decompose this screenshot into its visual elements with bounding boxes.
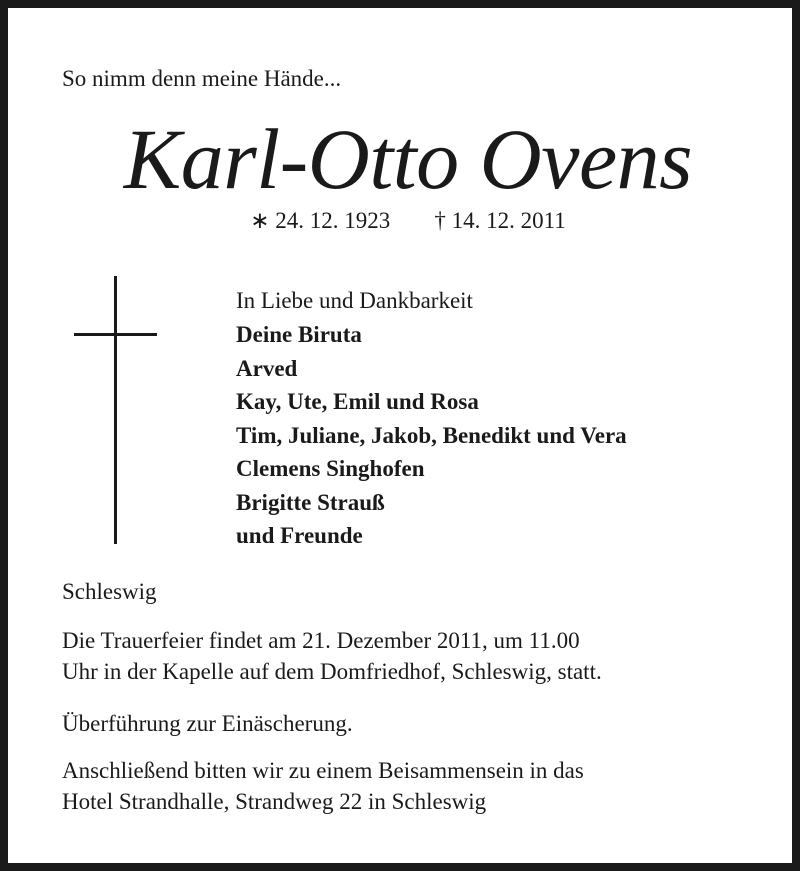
motto-text: So nimm denn meine Hände... xyxy=(62,66,342,91)
mourners-block xyxy=(236,284,627,553)
mourner-name: und Freunde xyxy=(236,523,363,548)
mourners-list xyxy=(236,318,627,553)
life-dates xyxy=(8,208,800,234)
transfer-text: Überführung zur Einäscherung. xyxy=(62,711,353,736)
gathering-line: Hotel Strandhalle, Strandweg 22 in Schleswig xyxy=(62,789,487,814)
gathering-info xyxy=(62,755,762,817)
mourner-name: Brigitte Strauß xyxy=(236,489,385,515)
death-date: † 14. 12. 2011 xyxy=(434,208,566,233)
deceased-name: Karl-Otto Ovens xyxy=(123,111,693,207)
birth-date: ∗ 24. 12. 1923 xyxy=(250,208,391,233)
cross-icon-bar xyxy=(74,333,157,336)
service-line: Die Trauerfeier findet am 21. Dezember 2011, um 11.00 xyxy=(62,628,580,653)
place-text: Schleswig xyxy=(62,579,157,604)
service-info xyxy=(62,625,762,687)
mourner-name: Kay, Ute, Emil und Rosa xyxy=(236,389,479,414)
service-line: Uhr in der Kapelle auf dem Domfriedhof, Schleswig, statt. xyxy=(62,659,602,684)
mourner-name: Arved xyxy=(236,355,298,381)
dedication-text: In Liebe und Dankbarkeit xyxy=(236,288,473,313)
cross-icon xyxy=(114,276,117,544)
gathering-line: Anschließend bitten wir zu einem Beisammensein in das xyxy=(62,758,584,783)
mourner-name: Tim, Juliane, Jakob, Benedikt und Vera xyxy=(236,422,627,448)
mourner-name: Deine Biruta xyxy=(236,322,362,347)
mourner-name: Clemens Singhofen xyxy=(236,456,425,481)
